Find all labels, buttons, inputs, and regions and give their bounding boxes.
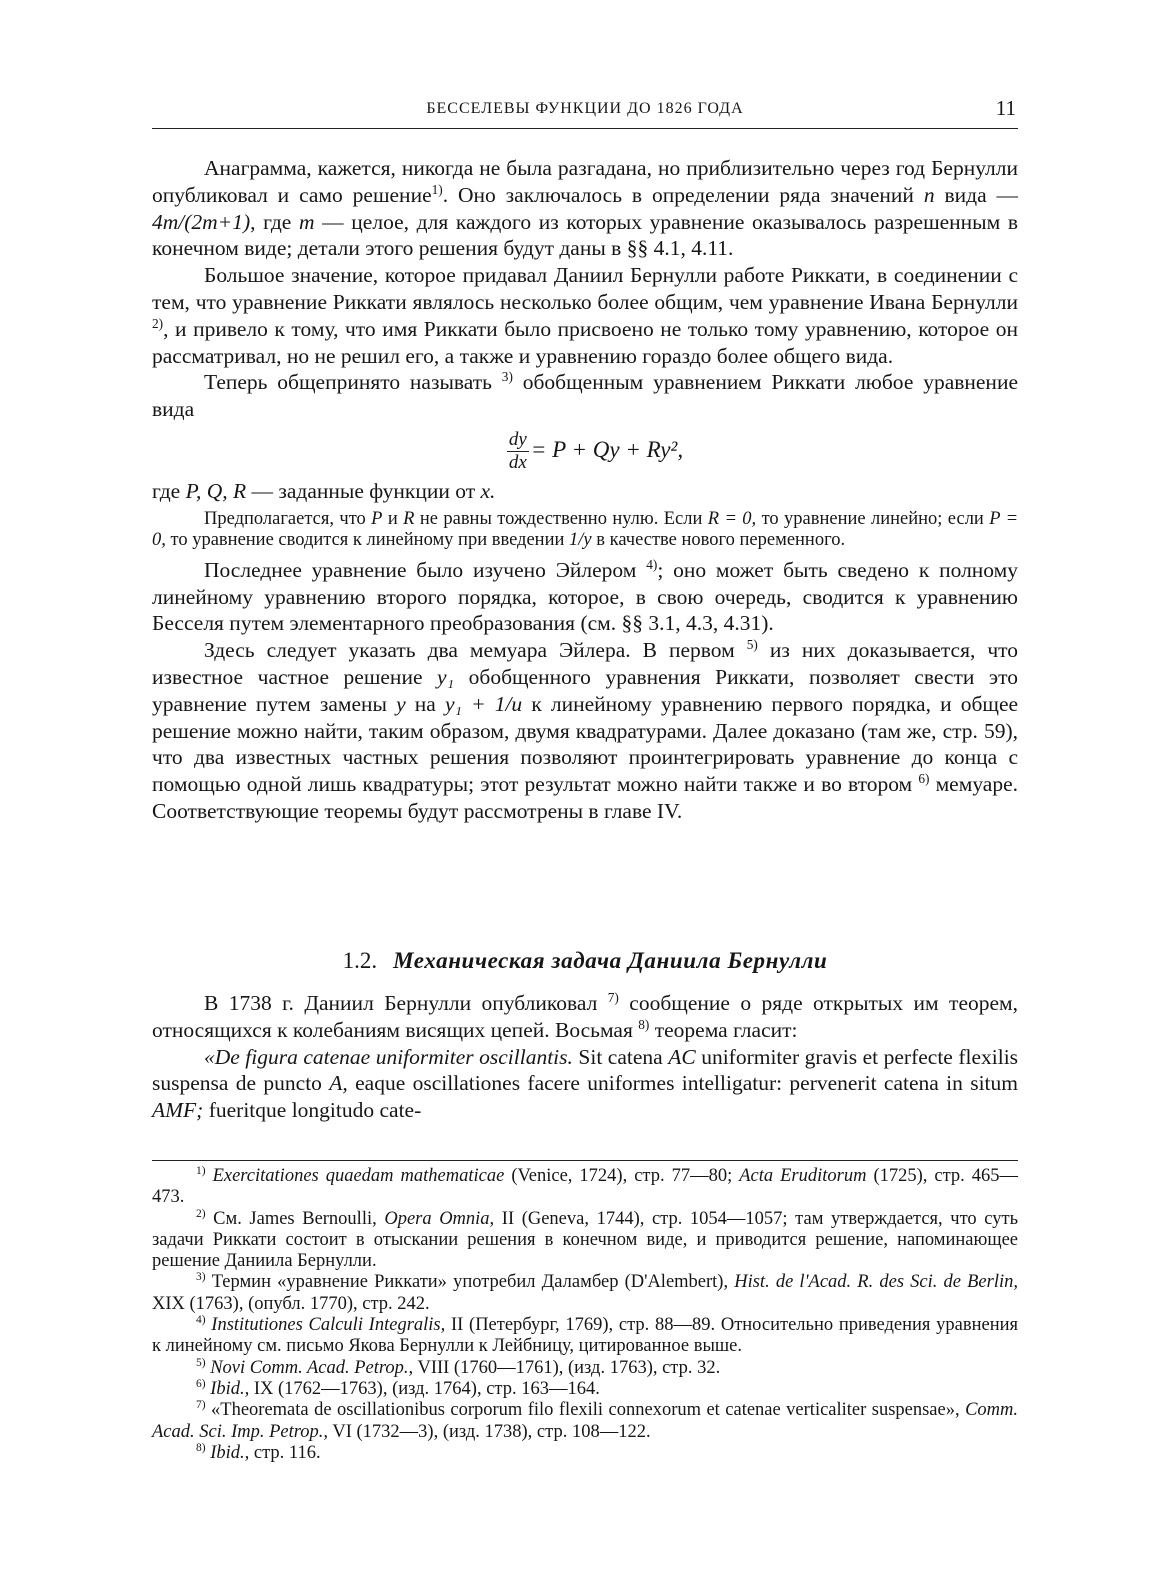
citation-title: Ibid., — [210, 1442, 250, 1463]
text-run: то уравнение сводится к линейному при введении — [170, 529, 565, 550]
math-expression: y₁ + 1/u — [444, 691, 523, 716]
footnote-5 — [152, 1358, 1018, 1379]
text-run: ; оно может быть сведено к полному линейному уравнению второго порядка, которое, в свою очередь, сводится к уравнению Бесселя путем элементарного преобразования (см. §§ 3.1, 4.3, 4.31). — [152, 557, 1019, 636]
paragraph-generalized-riccati — [152, 369, 1018, 423]
text-run: В 1738 г. Даниил Бернулли опубликовал — [204, 991, 598, 1015]
text-run: обобщенным уравнением Риккати любое уравнение вида — [152, 370, 1018, 422]
text-run: — заданные функции от — [251, 478, 476, 503]
footnote-ref: 7) — [607, 989, 619, 1005]
text-run: II (Geneva, 1744), стр. 1054—1057; там утверждается, что суть задачи Риккати состоит в отыскании решения в конечном виде, и приводится решение, напоминающее решение Даниила Бернулли. — [152, 1208, 1019, 1272]
text-run: Последнее уравнение было изучено Эйлером — [204, 557, 637, 582]
math-var: m — [299, 209, 315, 234]
math-var: n — [923, 182, 935, 207]
text-run: то уравнение линейно; если — [761, 508, 984, 529]
text-run: из них доказывается, что известное частное решение — [152, 638, 1019, 689]
paragraph-riccati-importance — [152, 262, 1018, 369]
footnote-ref: 5) — [746, 637, 758, 652]
math-var: x. — [480, 478, 496, 503]
running-title: БЕССЕЛЕВЫ ФУНКЦИИ ДО 1826 ГОДА — [426, 100, 744, 117]
text-run: . Оно заключалось в определении ряда значений — [442, 182, 914, 207]
section-title: Механическая задача Даниила Бернулли — [393, 948, 828, 973]
paragraph-latin-quote — [152, 1044, 1018, 1124]
text-run: См. James Bernoulli, — [213, 1208, 377, 1229]
math-var: A, — [329, 1071, 348, 1096]
footnote-2 — [152, 1209, 1018, 1273]
math-vars: P, Q, R — [185, 478, 247, 503]
text-run: Анаграмма, кажется, никогда не была разгадана, но приблизительно через год Бернулли опубликовал и само решение — [152, 156, 1018, 207]
citation-title: Opera Omnia, — [384, 1208, 495, 1229]
footnote-mark: 6) — [196, 1377, 206, 1390]
footnote-8 — [152, 1443, 1018, 1464]
footnote-ref: 6) — [918, 770, 930, 786]
section-heading — [152, 948, 1018, 974]
footnote-mark: 8) — [196, 1441, 206, 1454]
footnote-ref: 3) — [501, 369, 513, 385]
math-var: R — [403, 508, 415, 529]
citation-title: Hist. de l'Acad. R. des Sci. de Berlin, — [734, 1272, 1018, 1293]
text-run: где — [152, 478, 181, 503]
text-run: Термин «уравнение Риккати» употребил Даламбер (D'Alembert), — [211, 1272, 729, 1293]
text-run: обобщенного уравнения Риккати, позволяет свести это уравнение путем замены — [152, 664, 1019, 716]
text-run: и — [387, 508, 398, 529]
text-run: (1725), стр. 465—473. — [152, 1166, 1019, 1208]
text-run: VI (1732—3), (изд. 1738), стр. 108—122. — [332, 1421, 651, 1442]
text-run: «Theoremata de oscillationibus corporum filo flexili connexorum et catenae verticaliter suspensae», — [211, 1400, 960, 1421]
math-var: AMF; — [152, 1098, 204, 1123]
citation-title: Novi Comm. Acad. Petrop., — [210, 1357, 414, 1378]
derivative-fraction — [507, 429, 529, 474]
quote-title: «De figura catenae uniformiter oscillantis. — [204, 1044, 573, 1069]
text-run: Здесь следует указать два мемуара Эйлера. В первом — [204, 638, 735, 663]
paragraph-euler-memoirs — [152, 637, 1018, 825]
citation-title: Ibid., — [210, 1378, 250, 1399]
text-run: к линейному уравнению первого порядка, и общее решение можно найти, таким образом, двумя квадратурами. Далее доказано (там же, стр. 59), что два известных частных решения позволяют проинтегрировать уравнение до конца с помощью одной лишь квадратуры; этот результат можно найти также и во втором — [152, 691, 1019, 797]
text-run: VIII (1760—1761), (изд. 1763), стр. 32. — [417, 1357, 721, 1378]
text-run: , где — [250, 209, 292, 234]
math-expression: R = 0, — [707, 508, 757, 529]
footnote-4 — [152, 1315, 1018, 1358]
fraction-numerator: dy — [508, 428, 527, 450]
paragraph-anagram — [152, 155, 1018, 262]
small-note-paragraph — [152, 509, 1018, 551]
fraction-denominator: dx — [508, 451, 527, 473]
footnote-mark: 7) — [196, 1399, 206, 1412]
footnote-mark: 1) — [196, 1164, 206, 1177]
text-run: XIX (1763), (опубл. 1770), стр. 242. — [152, 1293, 430, 1314]
math-var: y — [396, 691, 406, 716]
footnote-ref: 1) — [431, 181, 443, 197]
main-text — [152, 155, 1018, 825]
section-text — [152, 990, 1018, 1124]
paragraph-where — [152, 478, 1018, 505]
text-run: II (Петербург, 1769), стр. 88—89. Относительно приведения уравнения к линейному см. письмо Якова Бернулли к Лейбницу, цитированное выше. — [152, 1315, 1019, 1357]
text-run: вида — — [944, 182, 1019, 207]
footnote-1 — [152, 1166, 1018, 1209]
paragraph-1738 — [152, 990, 1018, 1044]
footnote-ref: 4) — [646, 556, 658, 572]
footnote-mark: 2) — [196, 1207, 206, 1220]
text-run: — целое, для каждого из которых уравнение оказывалось разрешенным в конечном виде; детали этого решения будут даны в §§ 4.1, 4.11. — [152, 209, 1019, 261]
text-run: сообщение о ряде открытых им теорем, относящихся к колебаниям висящих цепей. Восьмая — [152, 991, 1019, 1042]
section-number: 1.2. — [342, 948, 378, 973]
equation-rhs: = P + Qy + Ry², — [530, 436, 684, 462]
text-run: мемуаре. Соответствующие теоремы будут рассмотрены в главе IV. — [152, 772, 1019, 823]
text-run: на — [414, 691, 436, 716]
text-run: не равны тождественно нулю. Если — [419, 508, 703, 529]
math-var: P — [371, 508, 383, 529]
math-var: AC — [668, 1044, 696, 1069]
text-run: (Venice, 1724), стр. 77—80; — [511, 1166, 733, 1186]
footnote-ref: 2) — [152, 315, 164, 331]
footnote-ref: 8) — [638, 1016, 650, 1032]
text-run: IX (1762—1763), (изд. 1764), стр. 163—164. — [253, 1378, 600, 1399]
riccati-equation — [172, 429, 1018, 474]
text-run: в качестве нового переменного. — [596, 529, 846, 550]
footnote-3 — [152, 1272, 1018, 1315]
math-expression: 4m/(2m+1) — [152, 209, 251, 234]
text-run: теорема гласит: — [654, 1017, 798, 1042]
footnote-mark: 5) — [196, 1356, 206, 1369]
footnote-divider — [152, 1160, 1018, 1161]
text-run: uniformiter gravis et perfecte flexilis suspensa de puncto — [152, 1044, 1019, 1096]
citation-title: Exercitationes quaedam mathematicae — [212, 1166, 505, 1186]
footnote-7 — [152, 1400, 1018, 1443]
text-run: стр. 116. — [253, 1442, 321, 1463]
text-run: Большое значение, которое придавал Даниил Бернулли работе Риккати, в соединении с тем, что уравнение Риккати являлось несколько более общим, чем уравнение Ивана Бернулли — [152, 263, 1018, 314]
running-header — [152, 98, 1018, 129]
text-run: Теперь общепринято называть — [204, 370, 492, 395]
footnote-6 — [152, 1379, 1018, 1400]
footnote-mark: 4) — [196, 1313, 206, 1326]
math-var: y₁ — [437, 664, 455, 689]
footnote-mark: 3) — [196, 1271, 206, 1284]
citation-title: Acta Eruditorum — [739, 1166, 867, 1186]
math-expression: P = 0, — [152, 508, 1019, 550]
text-run: eaque oscillationes facere uniformes intelligatur: pervenerit catena in situm — [355, 1071, 1019, 1096]
math-expression: 1/y — [569, 529, 592, 550]
page-number: 11 — [995, 96, 1016, 120]
footnotes — [152, 1166, 1018, 1464]
text-run: Sit catena — [578, 1044, 663, 1069]
text-run: fueritque longitudo cate- — [208, 1098, 422, 1123]
citation-title: Comm. Acad. Sci. Imp. Petrop., — [152, 1400, 1019, 1442]
text-run: , и привело к тому, что имя Риккати было присвоено не только тому уравнению, которое он рассматривал, но не решил его, а также и уравнению гораздо более общего вида. — [152, 316, 1018, 368]
text-run: Предполагается, что — [204, 508, 366, 529]
paragraph-euler — [152, 557, 1018, 637]
citation-title: Institutiones Calculi Integralis, — [211, 1315, 446, 1336]
small-print-note — [152, 509, 1018, 551]
